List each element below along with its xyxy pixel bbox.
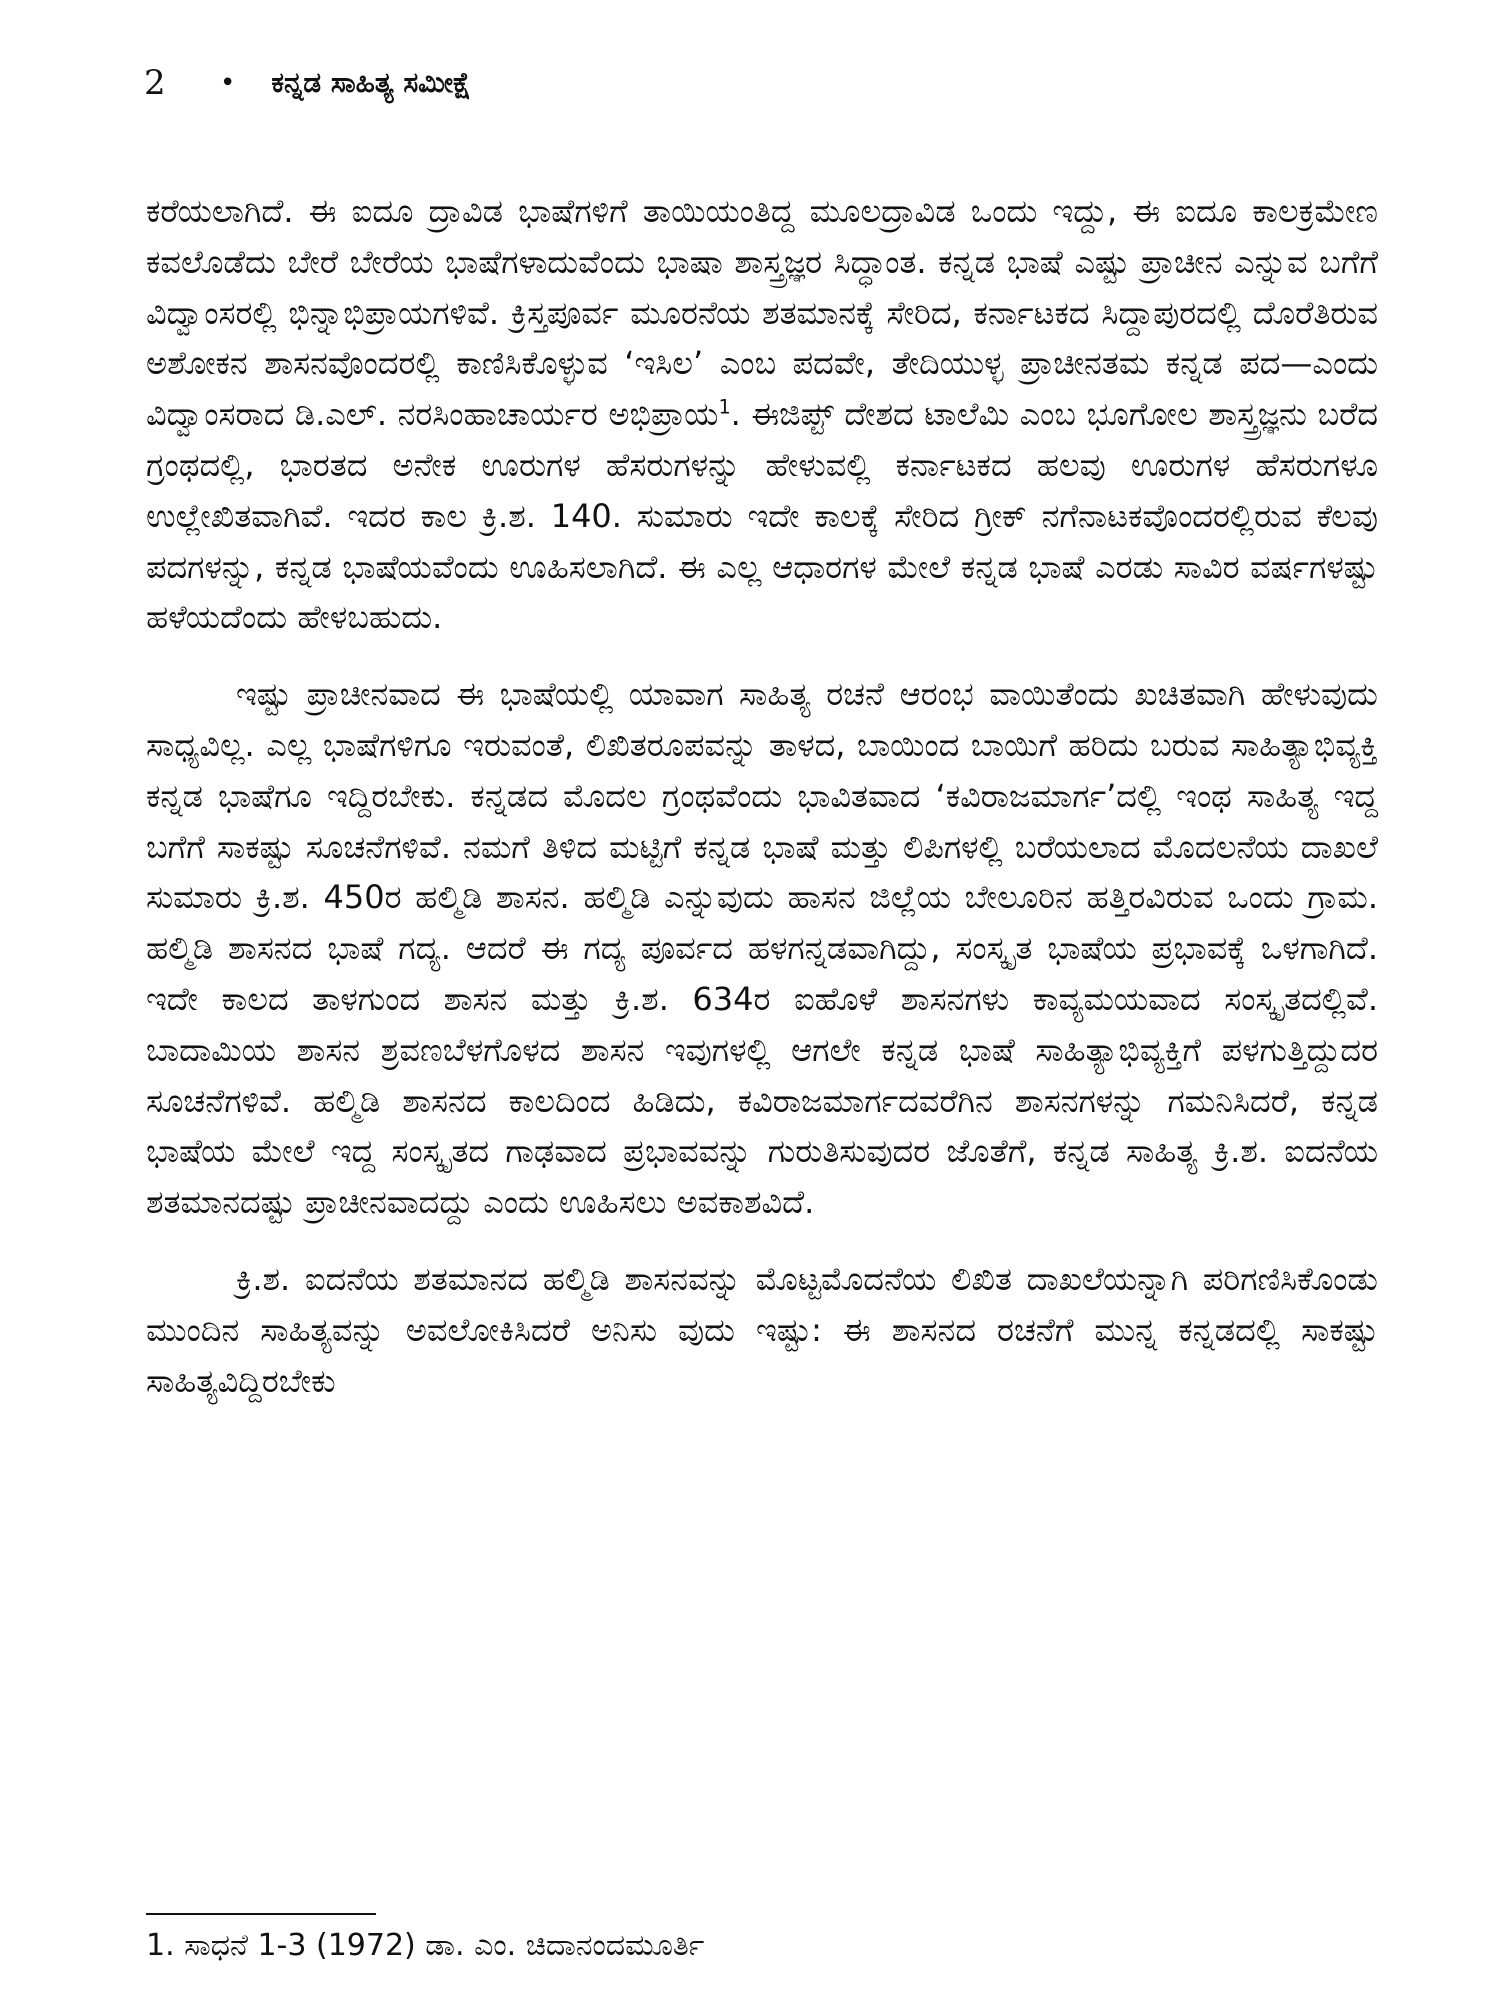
book-title: ಕನ್ನಡ ಸಾಹಿತ್ಯ ಸಮೀಕ್ಷೆ xyxy=(271,66,472,99)
paragraph-2: ಇಷ್ಟು ಪ್ರಾಚೀನವಾದ ಈ ಭಾಷೆಯಲ್ಲಿ ಯಾವಾಗ ಸಾಹಿತ್ಯ ರಚನೆ ಆರಂಭ ವಾಯಿತೆಂದು ಖಚಿತವಾಗಿ ಹೇಳುವುದು ಸಾಧ್ಯವಿಲ್ಲ. ಎಲ್ಲ ಭಾಷೆಗಳಿಗೂ ಇರುವಂತೆ, ಲಿಖಿತರೂಪವನ್ನು ತಾಳದ, ಬಾಯಿಂದ ಬಾಯಿಗೆ ಹರಿದು ಬರುವ ಸಾಹಿತ್ಯಾಭಿವ್ಯಕ್ತಿ ಕನ್ನಡ ಭಾಷೆಗೂ ಇದ್ದಿರಬೇಕು. ಕನ್ನಡದ ಮೊದಲ ಗ್ರಂಥವೆಂದು ಭಾವಿತವಾದ ‘ಕವಿರಾಜಮಾರ್ಗ’ದಲ್ಲಿ ಇಂಥ ಸಾಹಿತ್ಯ ಇದ್ದ ಬಗೆಗೆ ಸಾಕಷ್ಟು ಸೂಚನೆಗಳಿವೆ. ನಮಗೆ ತಿಳಿದ ಮಟ್ಟಿಗೆ ಕನ್ನಡ ಭಾಷೆ ಮತ್ತು ಲಿಪಿಗಳಲ್ಲಿ ಬರೆಯಲಾದ ಮೊದಲನೆಯ ದಾಖಲೆ ಸುಮಾರು ಕ್ರಿ.ಶ. 450ರ ಹಲ್ಮಿಡಿ ಶಾಸನ. ಹಲ್ಮಿಡಿ ಎನ್ನುವುದು ಹಾಸನ ಜಿಲ್ಲೆಯ ಬೇಲೂರಿನ ಹತ್ತಿರವಿರುವ ಒಂದು ಗ್ರಾಮ. ಹಲ್ಮಿಡಿ ಶಾಸನದ ಭಾಷೆ ಗದ್ಯ. ಆದರೆ ಈ ಗದ್ಯ ಪೂರ್ವದ ಹಳಗನ್ನಡವಾಗಿದ್ದು, ಸಂಸ್ಕೃತ ಭಾಷೆಯ ಪ್ರಭಾವಕ್ಕೆ ಒಳಗಾಗಿದೆ. ಇದೇ ಕಾಲದ ತಾಳಗುಂದ ಶಾಸನ ಮತ್ತು ಕ್ರಿ.ಶ. 634ರ ಐಹೊಳೆ ಶಾಸನಗಳು ಕಾವ್ಯಮಯವಾದ ಸಂಸ್ಕೃತದಲ್ಲಿವೆ. ಬಾದಾಮಿಯ ಶಾಸನ ಶ್ರವಣಬೆಳಗೊಳದ ಶಾಸನ ಇವುಗಳಲ್ಲಿ ಆಗಲೇ ಕನ್ನಡ ಭಾಷೆ ಸಾಹಿತ್ಯಾಭಿವ್ಯಕ್ತಿಗೆ ಪಳಗುತ್ತಿದ್ದುದರ ಸೂಚನೆಗಳಿವೆ. ಹಲ್ಮಿಡಿ ಶಾಸನದ ಕಾಲದಿಂದ ಹಿಡಿದು, ಕವಿರಾಜಮಾರ್ಗದವರೆಗಿನ ಶಾಸನಗಳನ್ನು ಗಮನಿಸಿದರೆ, ಕನ್ನಡ ಭಾಷೆಯ ಮೇಲೆ ಇದ್ದ ಸಂಸ್ಕೃತದ ಗಾಢವಾದ ಪ್ರಭಾವವನ್ನು ಗುರುತಿಸುವುದರ ಜೊತೆಗೆ, ಕನ್ನಡ ಸಾಹಿತ್ಯ ಕ್ರಿ.ಶ. ಐದನೆಯ ಶತಮಾನದಷ್ಟು ಪ್ರಾಚೀನವಾದದ್ದು ಎಂದು ಊಹಿಸಲು ಅವಕಾಶವಿದೆ. xyxy=(146,675,1378,1222)
paragraph-1 xyxy=(146,186,1378,643)
footnote-ref: 1 xyxy=(718,395,731,419)
paragraph-1-text-b: . ಈಜಿಪ್ಟ್ ದೇಶದ ಟಾಲೆಮಿ ಎಂಬ ಭೂಗೋಲ ಶಾಸ್ತ್ರಜ್ಞನು ಬರೆದ ಗ್ರಂಥದಲ್ಲಿ, ಭಾರತದ ಅನೇಕ ಊರುಗಳ ಹೆಸರುಗಳನ್ನು ಹೇಳುವಲ್ಲಿ ಕರ್ನಾಟಕದ ಹಲವು ಊರುಗಳ ಹೆಸರುಗಳೂ ಉಲ್ಲೇಖಿತವಾಗಿವೆ. ಇದರ ಕಾಲ ಕ್ರಿ.ಶ. 140. ಸುಮಾರು ಇದೇ ಕಾಲಕ್ಕೆ ಸೇರಿದ ಗ್ರೀಕ್ ನಗೆನಾಟಕವೊಂದರಲ್ಲಿರುವ ಕೆಲವು ಪದಗಳನ್ನು, ಕನ್ನಡ ಭಾಷೆಯವೆಂದು ಊಹಿಸಲಾಗಿದೆ. ಈ ಎಲ್ಲ ಆಧಾರಗಳ ಮೇಲೆ ಕನ್ನಡ ಭಾಷೆ ಎರಡು ಸಾವಿರ ವರ್ಷಗಳಷ್ಟು ಹಳೆಯದೆಂದು ಹೇಳಬಹುದು. xyxy=(146,395,1379,637)
header-bullet: • xyxy=(220,68,236,98)
page-number: 2 xyxy=(144,63,166,103)
running-header xyxy=(144,58,1374,108)
paragraph-3: ಕ್ರಿ.ಶ. ಐದನೆಯ ಶತಮಾನದ ಹಲ್ಮಿಡಿ ಶಾಸನವನ್ನು ಮೊಟ್ಟಮೊದನೆಯ ಲಿಖಿತ ದಾಖಲೆಯನ್ನಾಗಿ ಪರಿಗಣಿಸಿಕೊಂಡು ಮುಂದಿನ ಸಾಹಿತ್ಯವನ್ನು ಅವಲೋಕಿಸಿದರೆ ಅನಿಸು ವುದು ಇಷ್ಟು: ಈ ಶಾಸನದ ರಚನೆಗೆ ಮುನ್ನ ಕನ್ನಡದಲ್ಲಿ ಸಾಕಷ್ಟು ಸಾಹಿತ್ಯವಿದ್ದಿರಬೇಕು xyxy=(146,1259,1378,1400)
paragraph-1-text-a: ಕರೆಯಲಾಗಿದೆ. ಈ ಐದೂ ದ್ರಾವಿಡ ಭಾಷೆಗಳಿಗೆ ತಾಯಿಯಂತಿದ್ದ ಮೂಲದ್ರಾವಿಡ ಒಂದು ಇದ್ದು, ಈ ಐದೂ ಕಾಲಕ್ರಮೇಣ ಕವಲೊಡೆದು ಬೇರೆ ಬೇರೆಯ ಭಾಷೆಗಳಾದುವೆಂದು ಭಾಷಾ ಶಾಸ್ತ್ರಜ್ಞರ ಸಿದ್ಧಾಂತ. ಕನ್ನಡ ಭಾಷೆ ಎಷ್ಟು ಪ್ರಾಚೀನ ಎನ್ನುವ ಬಗೆಗೆ ವಿದ್ವಾಂಸರಲ್ಲಿ ಭಿನ್ನಾಭಿಪ್ರಾಯಗಳಿವೆ. ಕ್ರಿಸ್ತಪೂರ್ವ ಮೂರನೆಯ ಶತಮಾನಕ್ಕೆ ಸೇರಿದ, ಕರ್ನಾಟಕದ ಸಿದ್ದಾಪುರದಲ್ಲಿ ದೊರೆತಿರುವ ಅಶೋಕನ ಶಾಸನವೊಂದರಲ್ಲಿ ಕಾಣಿಸಿಕೊಳ್ಳುವ ‘ಇಸಿಲ’ ಎಂಬ ಪದವೇ, ತೇದಿಯುಳ್ಳ ಪ್ರಾಚೀನತಮ ಕನ್ನಡ ಪದ—ಎಂದು ವಿದ್ವಾಂಸರಾದ ಡಿ.ಎಲ್. ನರಸಿಂಹಾಚಾರ್ಯರ ಅಭಿಪ್ರಾಯ xyxy=(146,192,1378,434)
body-text xyxy=(146,186,1378,1406)
footnote-rule xyxy=(146,1913,376,1915)
footnote: 1. ಸಾಧನೆ 1-3 (1972) ಡಾ. ಎಂ. ಚಿದಾನಂದಮೂರ್ತಿ xyxy=(146,1928,705,1963)
